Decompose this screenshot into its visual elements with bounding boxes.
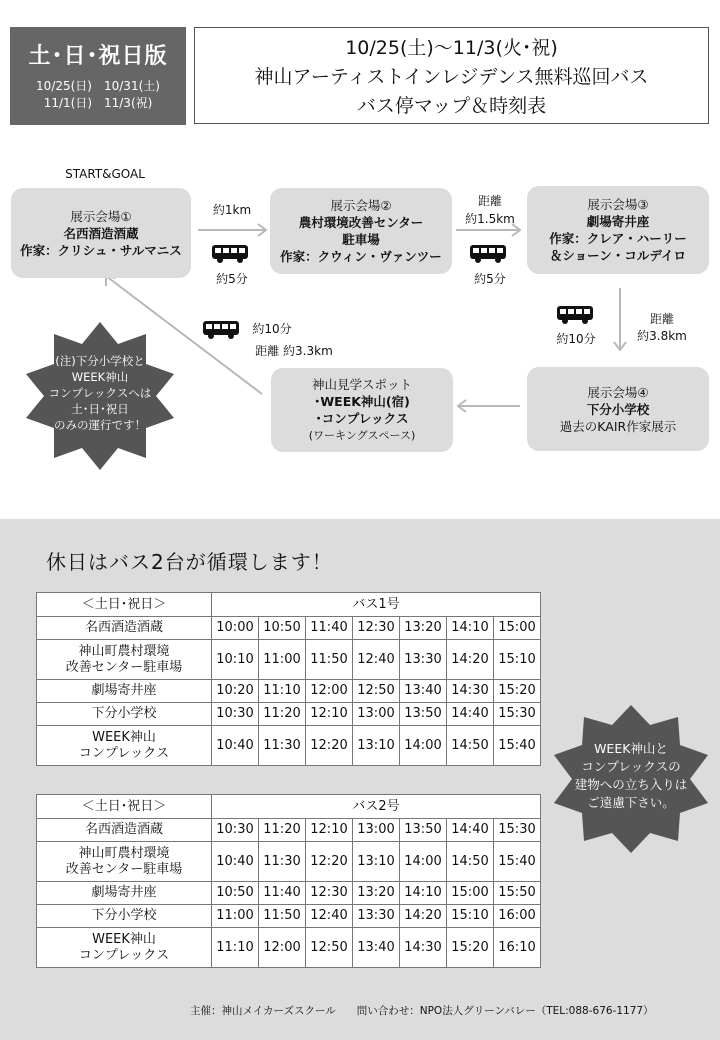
stop-name-cell: [37, 882, 212, 905]
departure-time-cell: 11:20: [259, 703, 306, 726]
table-header-row: [37, 593, 541, 617]
warning-line-3: 建物への立ち入りは: [574, 777, 688, 792]
departure-time-cell: 11:50: [306, 640, 353, 680]
stop-name-cell: [37, 928, 212, 968]
departure-time-cell: 11:00: [259, 640, 306, 680]
departure-time-cell: 15:50: [494, 882, 541, 905]
departure-time-cell: 13:20: [400, 617, 447, 640]
stop-1-venue: 展示会場①: [70, 208, 132, 224]
stop-3-name: 劇場寄井座: [586, 214, 650, 229]
note-line-2: WEEK神山: [71, 370, 129, 384]
table-row: [37, 842, 541, 882]
note-line-1: (注)下分小学校と: [55, 354, 145, 368]
departure-time-cell: 14:20: [400, 905, 447, 928]
departure-time-cell: 10:10: [212, 640, 259, 680]
stop-5-name: ･WEEK神山(宿): [314, 394, 410, 409]
departure-time-cell: 11:50: [259, 905, 306, 928]
table-row: [37, 905, 541, 928]
schedule-headline: 休日はバス2台が循環します！: [46, 550, 333, 574]
seg-3-distance: 約3.8km: [637, 329, 687, 343]
departure-time-cell: 13:00: [353, 819, 400, 842]
departure-time-cell: 15:30: [494, 703, 541, 726]
stop-name-line: 下分小学校: [91, 908, 157, 923]
stop-name-cell: [37, 703, 212, 726]
stop-2-name: 農村環境改善センター: [298, 215, 424, 230]
stop-name-line: 神山町農村環境: [78, 643, 170, 659]
departure-time-cell: 13:40: [353, 928, 400, 968]
departure-time-cell: 11:10: [259, 680, 306, 703]
seg-3-distance-label: 距離: [649, 312, 674, 326]
stop-name-cell: [37, 819, 212, 842]
stop-1: [11, 188, 191, 278]
departure-time-cell: 11:30: [259, 842, 306, 882]
bus-name: バス2号: [212, 795, 541, 819]
note-line-5: のみの運行です！: [54, 418, 146, 432]
warning-line-4: ご遠慮下さい。: [587, 795, 675, 810]
stop-name-line: 神山町農村環境: [78, 845, 170, 861]
departure-time-cell: 12:00: [306, 680, 353, 703]
departure-time-cell: 14:00: [400, 726, 447, 766]
table-row: [37, 617, 541, 640]
departure-time-cell: 12:50: [353, 680, 400, 703]
table-row: [37, 819, 541, 842]
stop-name-cell: [37, 726, 212, 766]
stop-5-name-2: ･コンプレックス: [315, 411, 409, 426]
departure-time-cell: 13:40: [400, 680, 447, 703]
seg-3-time: 約10分: [556, 332, 596, 346]
departure-time-cell: 14:20: [447, 640, 494, 680]
stop-name-line: 劇場寄井座: [91, 683, 157, 698]
departure-time-cell: 14:10: [400, 882, 447, 905]
departure-time-cell: 14:30: [400, 928, 447, 968]
seg-1-distance: 約1km: [212, 203, 252, 217]
departure-time-cell: 13:10: [353, 726, 400, 766]
stop-name-cell: [37, 905, 212, 928]
departure-time-cell: 15:00: [494, 617, 541, 640]
table-row: [37, 680, 541, 703]
departure-time-cell: 12:20: [306, 726, 353, 766]
departure-time-cell: 13:50: [400, 703, 447, 726]
departure-time-cell: 10:20: [212, 680, 259, 703]
departure-time-cell: 10:30: [212, 703, 259, 726]
stop-2-name-2: 駐車場: [342, 232, 380, 247]
table-row: [37, 640, 541, 680]
stop-4: [527, 367, 709, 451]
departure-time-cell: 15:20: [447, 928, 494, 968]
departure-time-cell: 16:10: [494, 928, 541, 968]
stop-5-note: (ワーキングスペース): [308, 429, 416, 442]
departure-time-cell: 14:00: [400, 842, 447, 882]
departure-time-cell: 10:30: [212, 819, 259, 842]
bus-icon: [202, 320, 240, 340]
departure-time-cell: 14:40: [447, 703, 494, 726]
departure-time-cell: 10:50: [212, 882, 259, 905]
departure-time-cell: 14:30: [447, 680, 494, 703]
departure-time-cell: 11:10: [212, 928, 259, 968]
stop-name-line: WEEK神山: [92, 931, 156, 947]
stop-name-cell: [37, 680, 212, 703]
departure-time-cell: 12:10: [306, 819, 353, 842]
stop-name-line: WEEK神山: [92, 729, 156, 745]
edition-title: 土･日･祝日版: [28, 44, 168, 69]
stop-1-artist: 作家：クリシュ・サルマニス: [20, 242, 182, 258]
stop-name-line: 改善センター駐車場: [65, 659, 183, 675]
warning-starburst-text: [556, 740, 706, 812]
table-header-row: [37, 795, 541, 819]
seg-5-time: 約10分: [252, 322, 292, 336]
departure-time-cell: 13:20: [353, 882, 400, 905]
stop-name-line: コンプレックス: [78, 947, 170, 963]
edition-dates-line-1: 10/25(日) 10/31(土): [36, 79, 160, 93]
seg-5-distance: 距離 約3.3km: [255, 344, 333, 358]
departure-time-cell: 10:00: [212, 617, 259, 640]
departure-time-cell: 11:30: [259, 726, 306, 766]
departure-time-cell: 10:40: [212, 726, 259, 766]
seg-2-time: 約5分: [474, 272, 506, 286]
stop-name-line: 改善センター駐車場: [65, 861, 183, 877]
timetable-bus-1: [36, 592, 541, 766]
departure-time-cell: 14:40: [447, 819, 494, 842]
departure-time-cell: 12:30: [353, 617, 400, 640]
note-starburst-text: [30, 353, 170, 433]
bus-name: バス1号: [212, 593, 541, 617]
stop-3-artist-2: ＆ショーン・コルデイロ: [549, 248, 687, 263]
stop-5-venue: 神山見学スポット: [311, 377, 412, 392]
departure-time-cell: 11:20: [259, 819, 306, 842]
seg-2-distance-label: 距離: [477, 194, 502, 208]
departure-time-cell: 15:20: [494, 680, 541, 703]
departure-time-cell: 13:50: [400, 819, 447, 842]
stop-2-venue: 展示会場②: [330, 198, 392, 213]
departure-time-cell: 14:50: [447, 842, 494, 882]
departure-time-cell: 13:10: [353, 842, 400, 882]
warning-line-2: コンプレックスの: [581, 759, 681, 774]
warning-line-1: WEEK神山と: [594, 741, 668, 756]
stop-name-cell: [37, 617, 212, 640]
departure-time-cell: 12:00: [259, 928, 306, 968]
table-row: [37, 726, 541, 766]
title-sub: バス停マップ＆時刻表: [356, 95, 547, 117]
seg-1-time: 約5分: [216, 272, 248, 286]
departure-time-cell: 12:10: [306, 703, 353, 726]
bus-icon: [556, 305, 594, 325]
title-period: 10/25(土)〜11/3(火･祝): [345, 37, 558, 59]
departure-time-cell: 13:00: [353, 703, 400, 726]
departure-time-cell: 11:40: [259, 882, 306, 905]
stop-name-cell: [37, 640, 212, 680]
stop-2: [270, 188, 452, 274]
departure-time-cell: 15:10: [494, 640, 541, 680]
departure-time-cell: 10:50: [259, 617, 306, 640]
stop-name-line: 下分小学校: [91, 706, 157, 721]
departure-time-cell: 15:40: [494, 842, 541, 882]
departure-time-cell: 13:30: [400, 640, 447, 680]
stop-2-artist: 作家：クウィン・ヴァンツー: [280, 249, 442, 264]
stop-name-line: 劇場寄井座: [91, 885, 157, 900]
stop-3-artist: 作家：クレア・ハーリー: [549, 231, 687, 246]
table-row: [37, 703, 541, 726]
table-row: [37, 882, 541, 905]
departure-time-cell: 14:10: [447, 617, 494, 640]
seg-2-distance: 約1.5km: [465, 212, 515, 226]
table-row: [37, 928, 541, 968]
stop-4-note: 過去のKAIR作家展示: [559, 418, 677, 434]
departure-time-cell: 12:30: [306, 882, 353, 905]
departure-time-cell: 15:40: [494, 726, 541, 766]
stop-name-line: 名西酒造酒蔵: [84, 822, 163, 837]
edition-dates-line-2: 11/1(日) 11/3(祝): [43, 96, 153, 110]
stop-3-venue: 展示会場③: [587, 197, 649, 212]
table-corner: ＜土日･祝日＞: [37, 795, 212, 819]
departure-time-cell: 10:40: [212, 842, 259, 882]
departure-time-cell: 15:00: [447, 882, 494, 905]
title-main: 神山アーティストインレジデンス無料巡回バス: [254, 66, 649, 88]
footer-contact: 主催：神山メイカーズスクール 問い合わせ：NPO法人グリーンバレー（TEL:088-676-1177）: [190, 1005, 654, 1017]
departure-time-cell: 13:30: [353, 905, 400, 928]
stop-name-cell: [37, 842, 212, 882]
stop-4-name: 下分小学校: [586, 401, 650, 417]
start-goal-label: START&GOAL: [65, 167, 145, 181]
bus-icon: [211, 244, 249, 264]
note-line-4: 土･日･祝日: [71, 402, 129, 416]
departure-time-cell: 12:20: [306, 842, 353, 882]
departure-time-cell: 12:40: [353, 640, 400, 680]
departure-time-cell: 11:40: [306, 617, 353, 640]
timetable-bus-2: [36, 794, 541, 968]
bus-icon: [469, 244, 507, 264]
departure-time-cell: 12:40: [306, 905, 353, 928]
departure-time-cell: 15:10: [447, 905, 494, 928]
departure-time-cell: 15:30: [494, 819, 541, 842]
table-corner: ＜土日･祝日＞: [37, 593, 212, 617]
note-line-3: コンプレックスへは: [48, 386, 152, 400]
departure-time-cell: 14:50: [447, 726, 494, 766]
stop-1-name: 名西酒造酒蔵: [63, 225, 139, 241]
stop-name-line: コンプレックス: [78, 745, 170, 761]
stop-name-line: 名西酒造酒蔵: [84, 620, 163, 635]
stop-4-venue: 展示会場④: [587, 384, 649, 400]
departure-time-cell: 11:00: [212, 905, 259, 928]
stop-3: [527, 186, 709, 274]
departure-time-cell: 16:00: [494, 905, 541, 928]
stop-5: [271, 368, 453, 452]
departure-time-cell: 12:50: [306, 928, 353, 968]
